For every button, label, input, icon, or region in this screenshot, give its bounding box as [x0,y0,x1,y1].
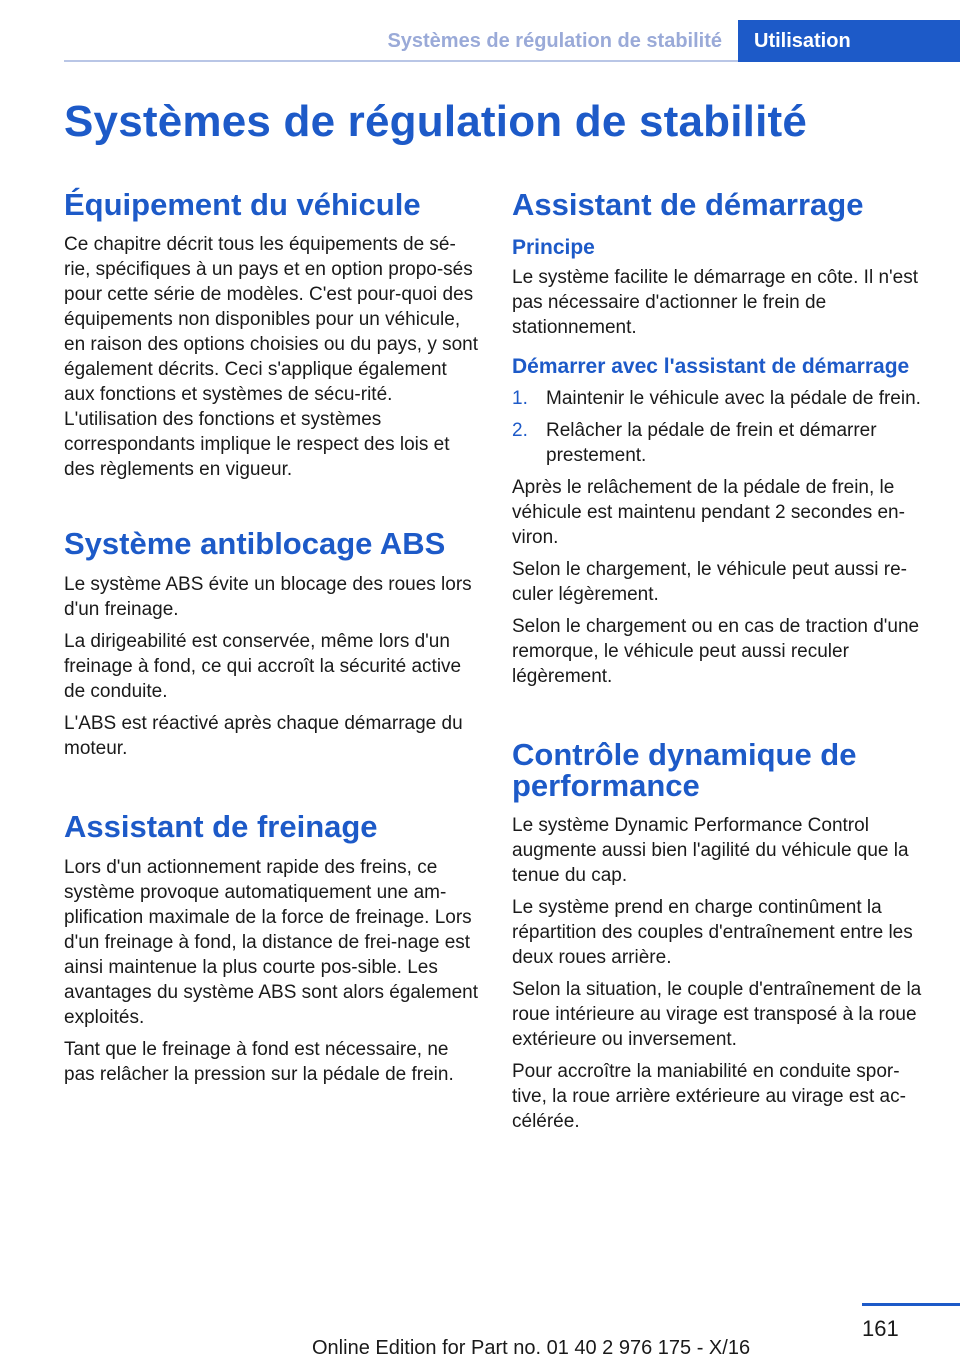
principle-heading: Principe [512,236,595,259]
footer-rule [862,1303,960,1306]
abs-heading: Système antiblocage ABS [64,526,446,561]
start-steps-list [512,386,928,468]
step-text: Maintenir le véhicule avec la pédale de frein. [546,388,921,409]
header-tab-label: Utilisation [754,29,851,52]
principle-body: Le système facilite le démarrage en côte. Il n'est pas nécessaire d'actionner le frein de stationnement. [512,267,918,338]
page-number: 161 [862,1316,899,1341]
equipment-heading: Équipement du véhicule [64,187,421,222]
header-tab [738,20,960,62]
dpc-paragraph-4: Pour accroître la maniabilité en conduite spor-tive, la roue arrière extérieure au virage est ac-célérée. [512,1061,906,1132]
abs-paragraph-3: L'ABS est réactivé après chaque démarrage du moteur. [64,713,463,759]
start-paragraph-1: Après le relâchement de la pédale de frein, le véhicule est maintenu pendant 2 secondes en-viron. [512,477,905,548]
brake-assist-heading: Assistant de freinage [64,809,378,844]
step-number: 1. [512,388,528,409]
right-column [512,183,928,1134]
start-howto-heading: Démarrer avec l'assistant de démarrage [512,355,910,378]
start-paragraph-2: Selon le chargement, le véhicule peut aussi re-culer légèrement. [512,559,908,605]
abs-paragraph-2: La dirigeabilité est conservée, même lors d'un freinage à fond, ce qui accroît la sécurité active de conduite. [64,631,462,702]
dpc-heading: Contrôle dynamique de performance [512,737,857,803]
step-number: 2. [512,420,528,441]
equipment-body: Ce chapitre décrit tous les équipements de sé-rie, spécifiques à un pays et en option propo-sés pour cette série de modèles. C'est pour-quoi des équipements non disponibles pour un véhicule, en raison des options choisies ou du pays, y sont également décrits. Ceci s'applique également aux fonctions et systèmes de sécu-rité. L'utilisation des fonctions et systèmes correspondants implique le respect des lois et des règlements en vigueur. [64,234,479,480]
start-assist-heading: Assistant de démarrage [512,187,864,222]
dpc-paragraph-1: Le système Dynamic Performance Control augmente aussi bien l'agilité du véhicule que la tenue du cap. [512,815,909,886]
page-title: Systèmes de régulation de stabilité [64,97,808,146]
dpc-paragraph-2: Le système prend en charge continûment la répartition des couples d'entraînement entre les deux roues arrière. [512,897,913,968]
dpc-paragraph-3: Selon la situation, le couple d'entraînement de la roue intérieure au virage est transposé à la roue extérieure ou inversement. [512,979,922,1050]
list-item [512,418,928,468]
start-paragraph-3: Selon le chargement ou en cas de traction d'une remorque, le véhicule peut aussi reculer légèrement. [512,616,920,687]
abs-paragraph-1: Le système ABS évite un blocage des roues lors d'un freinage. [64,574,472,620]
header-section-title: Systèmes de régulation de stabilité [387,30,722,52]
left-column [64,183,480,1087]
brake-assist-paragraph-2: Tant que le freinage à fond est nécessaire, ne pas relâcher la pression sur la pédale de frein. [64,1039,454,1085]
brake-assist-paragraph-1: Lors d'un actionnement rapide des freins, ce système provoque automatiquement une am-plification maximale de la force de freinage. Lors d'un freinage à fond, la distance de frei-nage est ainsi maintenue la plus courte pos-sible. Les avantages du système ABS sont alors également exploités. [64,857,479,1028]
edition-footer: Online Edition for Part no. 01 40 2 976 175 - X/16 [312,1337,751,1359]
step-text: Relâcher la pédale de frein et démarrer prestement. [546,420,877,466]
list-item [512,386,928,411]
